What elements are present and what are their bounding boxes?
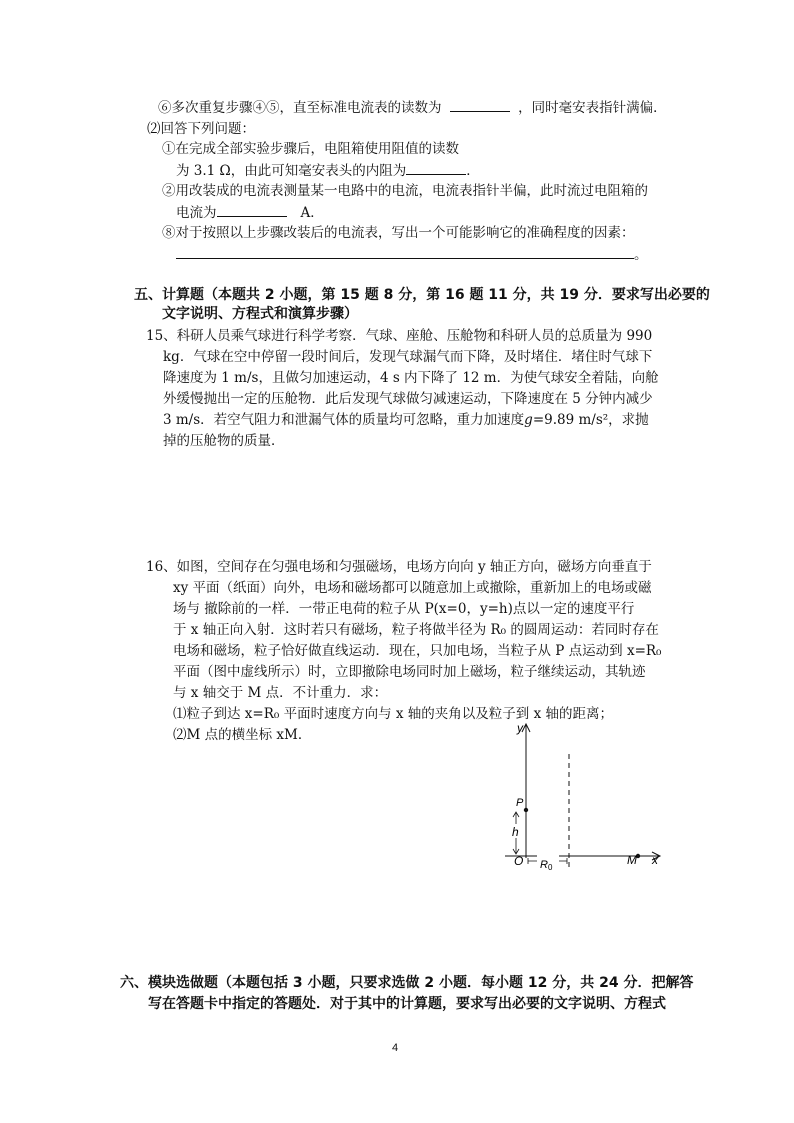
point-m-label: M: [627, 853, 637, 867]
q14-sub2-line1: ②用改装成的电流表测量某一电路中的电流，电流表指针半偏，此时流过电阻箱的: [162, 183, 648, 199]
q15-line1: 15、科研人员乘气球进行科学考察．气球、座舱、压舱物和科研人员的总质量为 990: [146, 328, 653, 344]
q16-line4: 于 x 轴正向入射．这时若只有磁场，粒子将做半径为 R₀ 的圆周运动：若同时存在: [173, 622, 659, 638]
q16-line1: 16、如图，空间存在匀强电场和匀强磁场，电场方向向 y 轴正方向，磁场方向垂直于: [146, 559, 652, 575]
page-number: 4: [392, 1042, 399, 1054]
q14-sub3-line2: [176, 245, 648, 264]
origin-label: O: [514, 854, 524, 868]
q15-line2: kg．气球在空中停留一段时间后，发现气球漏气而下降，及时堵住．堵住时气球下: [163, 349, 653, 365]
q15-line3: 降速度为 1 m/s，且做匀加速运动，4 s 内下降了 12 m．为使气球安全着陆，向舱: [163, 370, 659, 386]
q14-sub1-end: ．: [466, 163, 480, 179]
step6-line: [158, 98, 667, 117]
q16-line5: 电场和磁场，粒子恰好做直线运动．现在，只加电场，当粒子从 P 点运动到 x=R₀: [173, 643, 662, 659]
section6-heading-line2: 写在答题卡中指定的答题处．对于其中的计算题，要求写出必要的文字说明、方程式: [148, 996, 666, 1012]
q16-figure: [500, 718, 675, 873]
step6-text-b: ，同时毫安表指针满偏．: [518, 100, 667, 116]
q16-subquestion2: ⑵M 点的横坐标 xM．: [173, 727, 312, 743]
q15-line5: [163, 411, 649, 429]
q15-line5-b: =9.89 m/s²，求抛: [532, 412, 649, 428]
q15-line6: 掉的压舱物的质量．: [163, 433, 285, 449]
answer-blank-step6[interactable]: [450, 98, 510, 112]
q14-sub1-line2: [176, 161, 480, 180]
part2-heading: ⑵回答下列问题：: [147, 121, 255, 137]
q16-subquestion1: ⑴粒子到达 x=R₀ 平面时速度方向与 x 轴的夹角以及粒子到 x 轴的距离；: [173, 706, 613, 722]
q14-sub1-line1: ①在完成全部实验步骤后，电阻箱使用阻值的读数: [162, 141, 459, 157]
r0-label: R0: [540, 859, 553, 872]
q16-line6: 平面（图中虚线所示）时，立即撤除电场同时加上磁场，粒子继续运动，其轨迹: [173, 664, 646, 680]
q14-sub2-text-a: 电流为: [176, 205, 217, 221]
point-p: [524, 808, 528, 812]
q15-line4: 外缓慢抛出一定的压舱物．此后发现气球做匀减速运动，下降速度在 5 分钟内减少: [163, 391, 653, 407]
q15-line5-a: 3 m/s．若空气阻力和泄漏气体的质量均可忽略，重力加速度: [163, 412, 525, 428]
q14-sub1-text: 为 3.1 Ω，由此可知毫安表头的内阻为: [176, 163, 407, 179]
q16-line2: xy 平面（纸面）向外，电场和磁场都可以随意加上或撤除，重新加上的电场或磁: [173, 580, 652, 596]
q14-sub2-line2: [176, 203, 324, 222]
section5-heading-line1: 五、计算题（本题共 2 小题，第 15 题 8 分，第 16 题 11 分，共 19 分．要求写出必要的: [134, 287, 710, 303]
point-p-label: P: [516, 797, 524, 809]
step6-text-a: ⑥多次重复步骤④⑤，直至标准电流表的读数为: [158, 100, 442, 116]
q16-line3: 场与 撤除前的一样．一带正电荷的粒子从 P(x=0，y=h)点以一定的速度平行: [173, 601, 635, 617]
q15-g-symbol: g: [524, 412, 533, 428]
section6-heading-line1: 六、模块选做题（本题包括 3 小题，只要求选做 2 小题．每小题 12 分，共 24 分．把解答: [120, 975, 694, 991]
answer-blank-current[interactable]: [217, 203, 287, 217]
answer-blank-factor[interactable]: [176, 245, 634, 259]
q14-sub3-line1: ⑧对于按照以上步骤改装后的电流表，写出一个可能影响它的准确程度的因素：: [162, 225, 635, 241]
y-axis-label: y: [517, 721, 523, 735]
q16-line7: 与 x 轴交于 M 点．不计重力．求：: [173, 685, 388, 701]
section5-heading-line2: 文字说明、方程式和演算步骤）: [162, 306, 358, 322]
x-axis-label: x: [652, 853, 658, 867]
answer-blank-resistance[interactable]: [406, 161, 466, 175]
q14-sub2-text-b: A．: [300, 205, 324, 221]
q14-sub3-end: 。: [634, 247, 648, 263]
h-label: h: [512, 825, 519, 839]
